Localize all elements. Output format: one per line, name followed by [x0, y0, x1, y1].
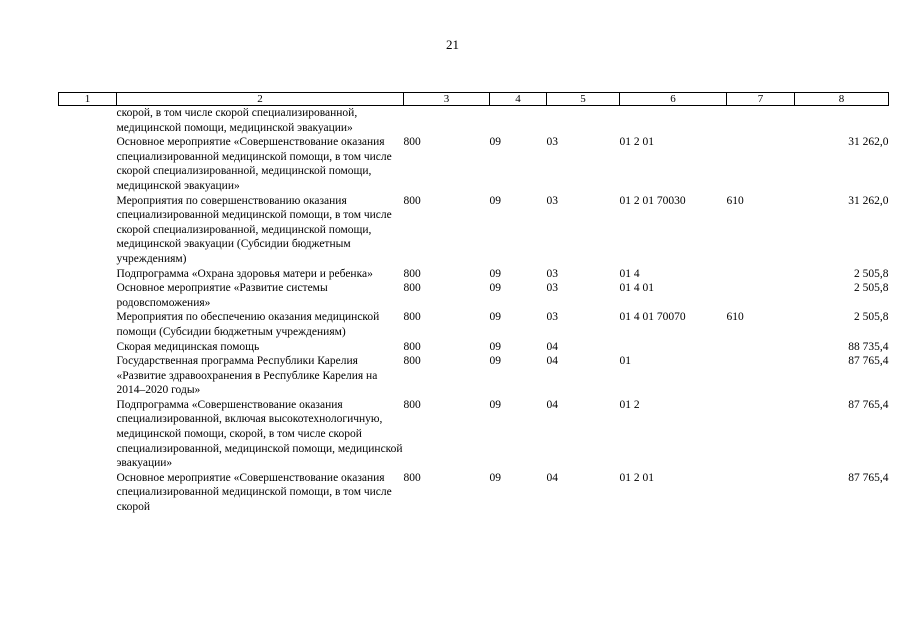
cell-col-1	[59, 354, 117, 398]
cell-subsection-code: 04	[546, 398, 558, 411]
cell-expense-type	[727, 267, 795, 282]
cell-section-code: 09	[489, 282, 501, 295]
table-header-row	[59, 93, 889, 106]
cell-ministry-code: 800	[403, 311, 421, 324]
cell-item-name: Основное мероприятие «Совершенствование оказания специализированной медицинской помощи, в том числе скорой	[116, 471, 392, 514]
cell-ministry-code: 800	[403, 267, 421, 280]
cell-target-article: 01 4	[619, 267, 640, 280]
cell-amount	[795, 106, 889, 136]
cell-section-code: 09	[489, 311, 501, 324]
cell-section-code: 09	[489, 136, 501, 149]
cell-subsection-code: 04	[546, 471, 558, 484]
table-row	[59, 106, 889, 136]
column-header-8: 8	[795, 93, 889, 106]
cell-item-name: Основное мероприятие «Развитие системы родовспоможения»	[116, 282, 328, 309]
cell-item-name: Мероприятия по обеспечению оказания медицинской помощи (Субсидии бюджетным учреждениям)	[116, 311, 380, 338]
table-row	[59, 354, 889, 398]
cell-item-name: Мероприятия по совершенствованию оказания специализированной медицинской помощи, в том числе скорой специализированной, медицинской помощи, медицинской эвакуации (Субсидии бюджетным учреждениям)	[116, 194, 392, 265]
column-header-3: 3	[404, 93, 490, 106]
cell-target-article	[620, 340, 727, 355]
cell-col-1	[59, 135, 117, 193]
cell-subsection-code: 03	[546, 136, 558, 149]
table-row	[59, 281, 889, 310]
cell-expense-type	[727, 471, 795, 515]
cell-ministry-code: 800	[403, 355, 421, 368]
cell-section-code: 09	[489, 267, 501, 280]
table-body	[59, 106, 889, 515]
cell-section-code	[490, 106, 547, 136]
cell-target-article	[620, 106, 727, 136]
cell-amount: 88 735,4	[848, 340, 889, 353]
cell-ministry-code: 800	[403, 340, 421, 353]
cell-subsection-code: 03	[546, 311, 558, 324]
cell-subsection-code: 04	[546, 355, 558, 368]
cell-ministry-code: 800	[403, 398, 421, 411]
cell-ministry-code: 800	[403, 136, 421, 149]
column-header-4: 4	[490, 93, 547, 106]
cell-ministry-code: 800	[403, 471, 421, 484]
cell-col-1	[59, 471, 117, 515]
cell-section-code: 09	[489, 355, 501, 368]
cell-ministry-code: 800	[403, 194, 421, 207]
cell-col-1	[59, 267, 117, 282]
cell-subsection-code	[547, 106, 620, 136]
cell-col-1	[59, 398, 117, 471]
cell-col-1	[59, 106, 117, 136]
cell-section-code: 09	[489, 340, 501, 353]
cell-amount: 31 262,0	[848, 194, 889, 207]
cell-expense-type	[727, 281, 795, 310]
table-row	[59, 310, 889, 339]
cell-target-article: 01 4 01 70070	[619, 311, 686, 324]
table-row	[59, 135, 889, 193]
cell-col-1	[59, 340, 117, 355]
column-header-7: 7	[727, 93, 795, 106]
cell-expense-type	[727, 135, 795, 193]
table-row	[59, 471, 889, 515]
cell-target-article: 01 2	[619, 398, 640, 411]
column-header-2: 2	[117, 93, 404, 106]
cell-amount: 87 765,4	[848, 398, 889, 411]
cell-subsection-code: 03	[546, 267, 558, 280]
cell-item-name: Подпрограмма «Охрана здоровья матери и ребенка»	[116, 267, 373, 280]
cell-item-name: скорой, в том числе скорой специализированной, медицинской помощи, медицинской эвакуации»	[116, 107, 358, 134]
cell-section-code: 09	[489, 471, 501, 484]
cell-amount: 31 262,0	[848, 136, 889, 149]
page-number: 21	[446, 37, 459, 52]
table-row	[59, 398, 889, 471]
cell-item-name: Подпрограмма «Совершенствование оказания специализированной, включая высокотехнологичную, медицинской помощи, скорой, в том числе скорой специализированной, медицинской помощи, медицинской эвакуации»	[116, 398, 403, 470]
table-row	[59, 267, 889, 282]
cell-expense-type	[727, 106, 795, 136]
cell-col-1	[59, 310, 117, 339]
cell-col-1	[59, 281, 117, 310]
cell-ministry-code: 800	[403, 282, 421, 295]
cell-ministry-code	[404, 106, 490, 136]
table-row	[59, 194, 889, 267]
cell-subsection-code: 04	[546, 340, 558, 353]
cell-target-article: 01 2 01	[619, 136, 654, 149]
cell-section-code: 09	[489, 398, 501, 411]
cell-amount: 2 505,8	[854, 282, 889, 295]
cell-subsection-code: 03	[546, 282, 558, 295]
column-header-6: 6	[620, 93, 727, 106]
cell-target-article: 01 2 01 70030	[619, 194, 686, 207]
cell-target-article: 01	[619, 355, 631, 368]
column-header-5: 5	[547, 93, 620, 106]
cell-expense-type	[727, 354, 795, 398]
cell-amount: 2 505,8	[854, 267, 889, 280]
cell-item-name: Скорая медицинская помощь	[116, 340, 260, 353]
budget-table	[58, 92, 889, 515]
column-header-1: 1	[59, 93, 117, 106]
cell-amount: 87 765,4	[848, 355, 889, 368]
cell-subsection-code: 03	[546, 194, 558, 207]
cell-item-name: Основное мероприятие «Совершенствование оказания специализированной медицинской помощи, в том числе скорой специализированной, медицинской помощи, медицинской эвакуации»	[116, 136, 392, 192]
cell-expense-type: 610	[726, 311, 744, 324]
cell-expense-type: 610	[726, 194, 744, 207]
cell-expense-type	[727, 340, 795, 355]
cell-col-1	[59, 194, 117, 267]
cell-section-code: 09	[489, 194, 501, 207]
cell-item-name: Государственная программа Республики Карелия «Развитие здравоохранения в Республике Карелия на 2014–2020 годы»	[116, 355, 378, 397]
cell-amount: 87 765,4	[848, 471, 889, 484]
table-row	[59, 340, 889, 355]
cell-amount: 2 505,8	[854, 311, 889, 324]
cell-target-article: 01 4 01	[619, 282, 654, 295]
cell-target-article: 01 2 01	[619, 471, 654, 484]
cell-expense-type	[727, 398, 795, 471]
